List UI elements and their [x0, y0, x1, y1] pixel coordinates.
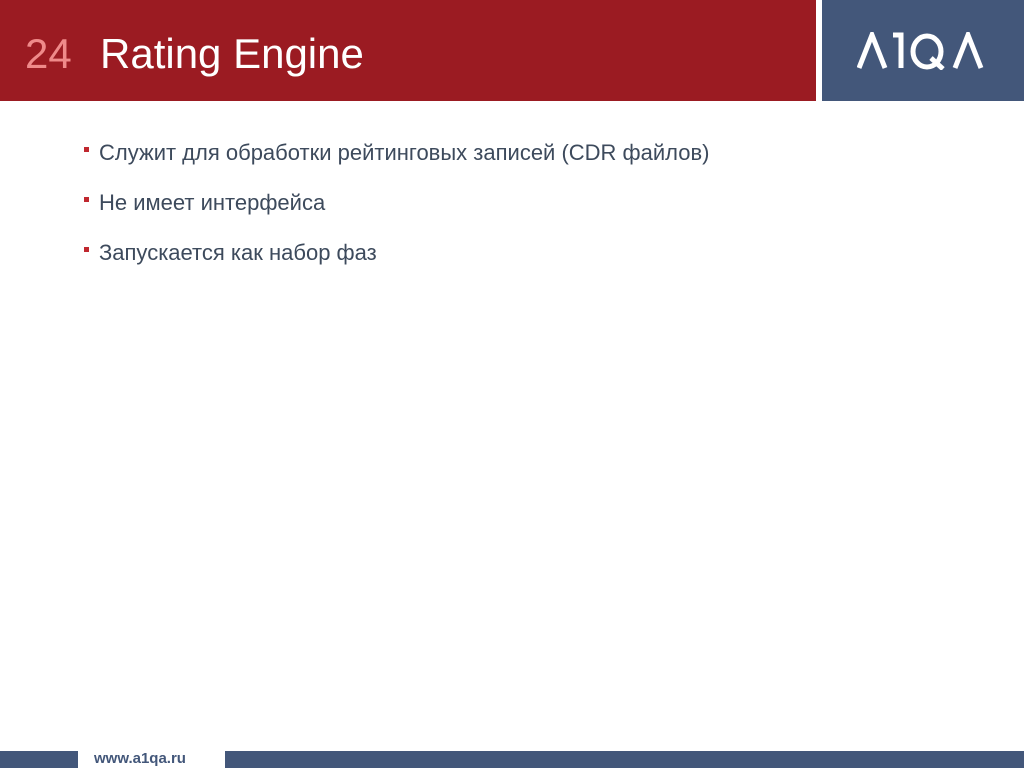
footer-bar-right [225, 751, 1024, 768]
bullet-item [78, 238, 978, 288]
bullet-text: Служит для обработки рейтинговых записей (CDR файлов) [99, 140, 710, 165]
slide-number: 24 [25, 30, 72, 77]
bullet-text: Не имеет интерфейса [99, 190, 326, 215]
bullet-text: Запускается как набор фаз [99, 240, 377, 265]
bullet-list [78, 138, 978, 288]
slide-title: Rating Engine [100, 30, 364, 77]
footer-url-link[interactable]: www.a1qa.ru [94, 750, 186, 767]
a1qa-logo [857, 32, 985, 70]
bullet-item [78, 188, 978, 238]
bullet-marker-icon [84, 147, 89, 152]
bullet-item [78, 138, 978, 188]
footer-bar-left [0, 751, 78, 768]
bullet-marker-icon [84, 247, 89, 252]
bullet-marker-icon [84, 197, 89, 202]
header-bar [0, 0, 816, 101]
